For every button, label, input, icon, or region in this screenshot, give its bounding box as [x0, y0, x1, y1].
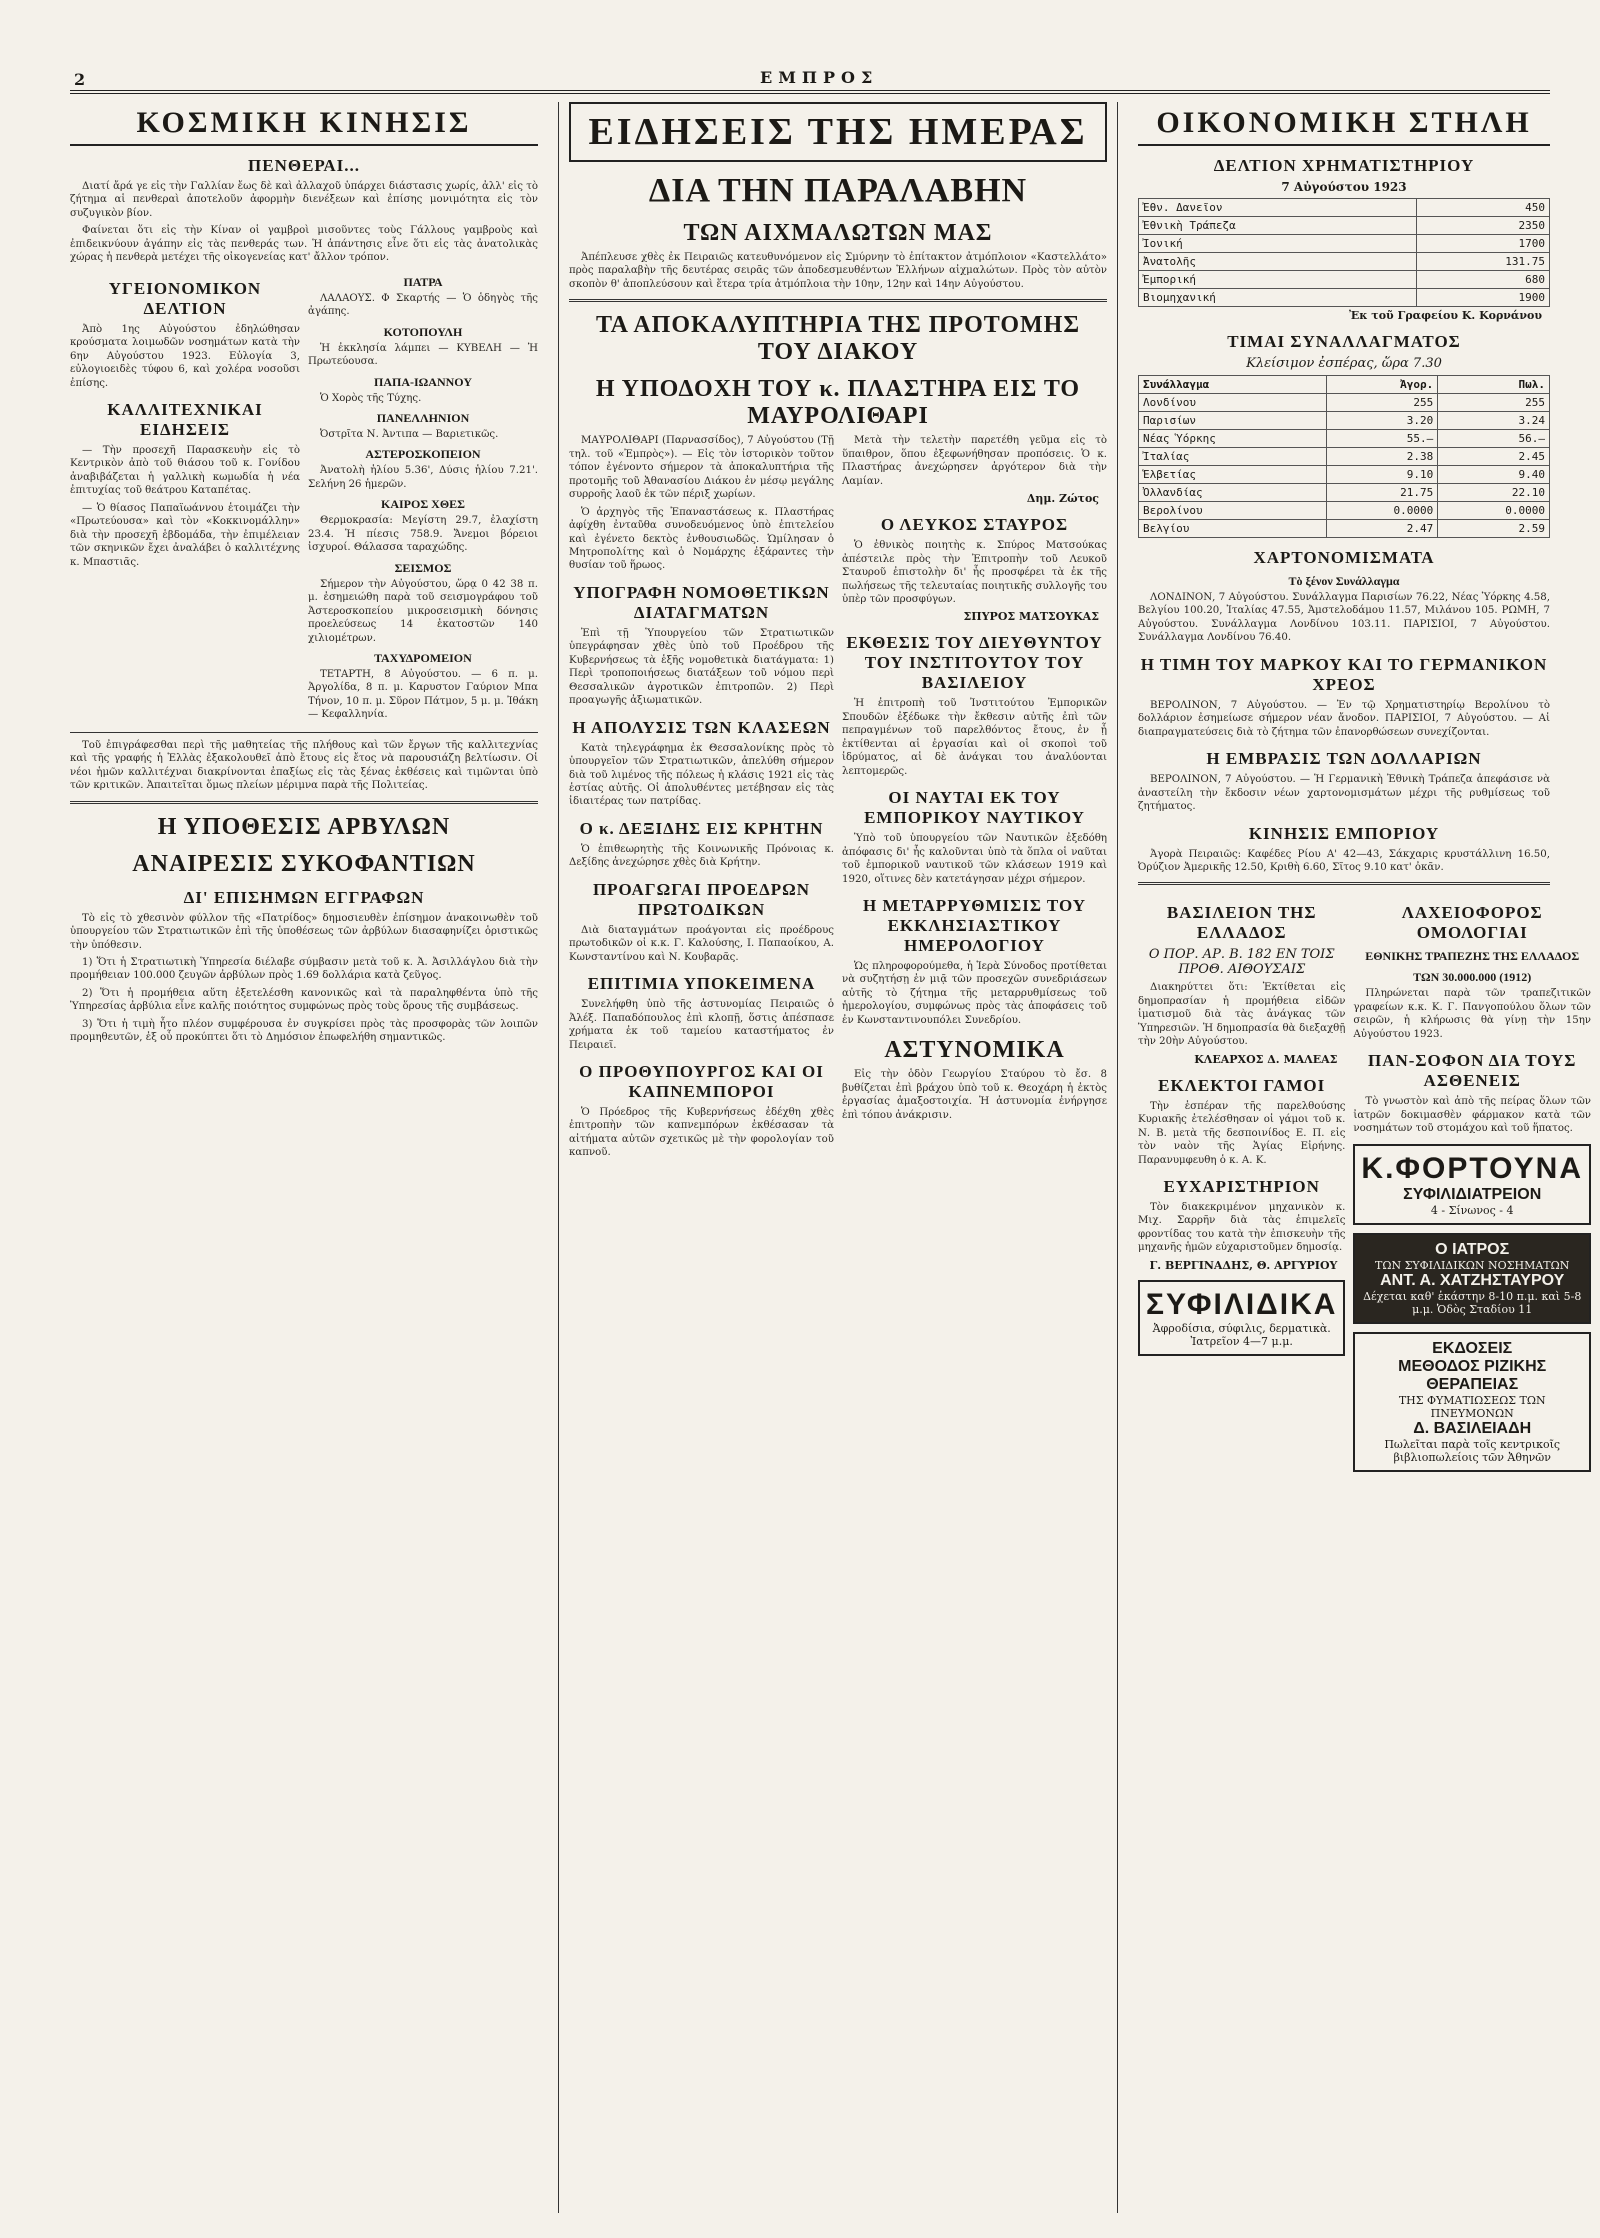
- divider: [70, 732, 538, 733]
- weddings-head: ΕΚΛΕΚΤΟΙ ΓΑΜΟΙ: [1158, 1075, 1326, 1095]
- fish-text: — Ὁ θίασος Παπαϊωάννου ἑτοιμάζει τὴν «Πρωτεύουσα» καὶ τὸν «Κοκκινομάλλην» διὰ τὴν προσεχῆ ἑβδομάδα, τὴν ἐπιμέλειαν τῶν σκηνικῶν ἔχει ἀναλάβει ὁ καλλιτέχνης κ. Μπαστιᾶς.: [70, 502, 300, 568]
- seven-text: Τὸ γνωστὸν καὶ ἀπὸ τῆς πείρας ὅλων τῶν ἰατρῶν δοκιμασθὲν φάρμακον κατὰ τῶν νοσημάτων τοῦ στομάχου καὶ τοῦ ἥπατος.: [1353, 1096, 1591, 1135]
- cell: 0.0000: [1326, 502, 1438, 520]
- cell: 2350: [1416, 217, 1549, 235]
- cell: 1700: [1416, 235, 1549, 253]
- cell: 55.—: [1326, 430, 1438, 448]
- ad-doctor: [1353, 1233, 1591, 1324]
- exchange-table: [1138, 198, 1550, 307]
- table-row: [1139, 217, 1550, 235]
- economy-left: [1138, 893, 1345, 1479]
- table-row: [1139, 253, 1550, 271]
- economy-right: [1353, 893, 1591, 1479]
- table-row: [1139, 520, 1550, 538]
- table-row: [1139, 235, 1550, 253]
- society-two-column: [70, 269, 538, 726]
- society-item-head: ΚΟΤΟΠΟΥΛΗ: [383, 324, 463, 339]
- foreign-head: Τὸ ξένον Συνάλλαγμα: [1288, 574, 1400, 588]
- cell: 2.45: [1438, 448, 1550, 466]
- table-row: [1139, 289, 1550, 307]
- ad-syphilis: [1138, 1280, 1345, 1356]
- currency-head: ΤΙΜΑΙ ΣΥΝΑΛΛΑΓΜΑΤΟΣ: [1227, 332, 1461, 351]
- lottery-sub: ΕΘΝΙΚΗΣ ΤΡΑΠΕΖΗΣ ΤΗΣ ΕΛΛΑΔΟΣ: [1365, 949, 1580, 964]
- stavros-head: Ο ΛΕΥΚΟΣ ΣΤΑΥΡΟΣ: [880, 515, 1069, 535]
- arvyl-text: 1) Ὅτι ἡ Στρατιωτικὴ Ὑπηρεσία διέλαβε σύμβασιν μετὰ τοῦ κ. Ἀ. Ἀσιλλάγλου διὰ τὴν προμήθειαν 100.000 ζευγῶν ἀρβύλων πρὸς 1.69 δολλάρια κατὰ ζεῦγος.: [70, 956, 538, 982]
- commerce-text: Ἀγορὰ Πειραιῶς: Καφέδες Ρίου Α' 42—43, Σάκχαρις κρυστάλλινη 16.50, Ὀρύζιον Ἀμερικῆς 12.50, Κριθὴ 6.60, Σῖτος 9.10 κατ' ὀκᾶν.: [1138, 848, 1550, 873]
- deacon-left: [569, 434, 834, 1163]
- cell: 2.38: [1326, 448, 1438, 466]
- cell: Ἐμπορική: [1139, 271, 1417, 289]
- article-text: Φαίνεται ὅτι εἰς τὴν Κίναν οἱ γαμβροὶ μισοῦντες τοὺς Γάλλους γαμβροὺς καὶ ἐπιδεικνύουν ἀγάπην εἰς τὰς πενθεράς των. Ἡ ἀπάντησις εἶνε ὅτι εἰς τὰς ἀνατολικὰς χώρας ἡ πενθερὰ μετέχει τῆς οἰκογενείας κατ' ἄλλον τρόπον.: [70, 225, 538, 264]
- pow-text: Ἀπέπλευσε χθὲς ἐκ Πειραιῶς κατευθυνόμενον εἰς Σμύρνην τὸ ἐπίτακτον ἀτμόπλοιον «Καστελλάτο» πρὸς παραλαβὴν τῆς δευτέρας σειρᾶς τῶν ἀποδεσμευθέντων Ἑλλήνων αἰχμαλώτων. Πρὸς τὸν αὐτὸν σκοπὸν θ' ἀποπλεύσουν καὶ ἕτερα τρία ἀτμόπλοια τὴν 10ην, 12ην καὶ 14ην Αὐγούστου.: [569, 252, 1107, 290]
- section-title-society: ΚΟΣΜΙΚΗ ΚΙΝΗΣΙΣ: [70, 102, 538, 146]
- lament-text: Ἀπὸ 1ης Αὐγούστου ἐδηλώθησαν κρούσματα λοιμωδῶν νοσημάτων κατὰ τὴν 6ην Αὐγούστου 1923. Εὐλογία 3, εὐλογιοειδὲς τύφου 6, καὶ χολέρα νοσοῦσι ἐπίσης.: [70, 323, 300, 389]
- arvyl-text: 3) Ὅτι ἡ τιμὴ ἦτο πλέον συμφέρουσα ἐν συγκρίσει πρὸς τὰς προσφορὰς τῶν λοιπῶν προμηθευτῶν, ἐξ οὗ προκύπτει ὅτι τὸ Δημόσιον ἐπωφελήθη σημαντικῶς.: [70, 1018, 538, 1044]
- section-title-news: ΕΙΔΗΣΕΙΣ ΤΗΣ ΗΜΕΡΑΣ: [569, 102, 1107, 162]
- astronomy-head: ΑΣΤΕΡΟΣΚΟΠΕΙΟΝ: [365, 447, 481, 462]
- arvyl-sub2: ΔΙ' ΕΠΙΣΗΜΩΝ ΕΓΓΡΑΦΩΝ: [183, 887, 425, 907]
- pub-title: ΜΕΘΟΔΟΣ ΡΙΖΙΚΗΣ ΘΕΡΑΠΕΙΑΣ: [1398, 1357, 1547, 1393]
- cell: 0.0000: [1438, 502, 1550, 520]
- seismos-head: ΣΕΙΣΜΟΣ: [394, 560, 452, 575]
- ecc-head: Η ΜΕΤΑΡΡΥΘΜΙΣΙΣ ΤΟΥ ΕΚΚΛΗΣΙΑΣΤΙΚΟΥ ΗΜΕΡΟΛΟΓΙΟΥ: [862, 895, 1087, 955]
- page-number: 2: [74, 70, 86, 89]
- apol-text: Κατὰ τηλεγράφημα ἐκ Θεσσαλονίκης πρὸς τὸ ὑπουργεῖον τῶν Στρατιωτικῶν, ἀπελύθη σήμερον διὰ τοῦ λιμένος τῆς πόλεως ἡ κλάσις 1921 εἰς τὰς ἑστίας αὐτῆς. Οἱ ἀπολυθέντες μετέβησαν εἰς τὰς ἰδιαιτέρας των πατρίδας.: [569, 742, 834, 808]
- commerce-head: ΚΙΝΗΣΙΣ ΕΜΠΟΡΙΟΥ: [1248, 823, 1440, 843]
- ad-syphilis-head: ΣΥΦΙΛΙΔΙΚΑ: [1146, 1287, 1338, 1321]
- lottery-text: Πληρώνεται παρὰ τῶν τραπεζιτικῶν γραφείων κ.κ. Κ. Γ. Πανγοπούλου ὅλων τῶν σειρῶν, ἡ κλήρωσις θὰ γίνῃ τὴν 15ην Αὐγούστου 1923.: [1353, 988, 1591, 1040]
- society-item-text: Ἡ ἐκκλησία λάμπει — ΚΥΒΕΛΗ — Ἡ Πρωτεύουσα.: [308, 342, 538, 368]
- cell: 2.47: [1326, 520, 1438, 538]
- judges-text: Διὰ διαταγμάτων προάγονται εἰς προέδρους πρωτοδικῶν οἱ κ.κ. Γ. Καλούσης, Ι. Παπαοίκου, Α. Κωνσταντίνου καὶ Ν. Κουβαρᾶς.: [569, 924, 834, 963]
- deacon-sub: Η ΥΠΟΔΟΧΗ ΤΟΥ κ. ΠΛΑΣΤΗΡΑ ΕΙΣ ΤΟ ΜΑΥΡΟΛΙΘΑΡΙ: [595, 376, 1081, 430]
- kingdom-sub: Ο ΠΟΡ. ΑΡ. Β. 182 ΕΝ ΤΟΙΣ ΠΡΟΘ. ΑΙΘΟΥΣΑΙΣ: [1148, 947, 1335, 978]
- kingdom-head: ΒΑΣΙΛΕΙΟΝ ΤΗΣ ΕΛΛΑΔΟΣ: [1166, 903, 1317, 943]
- weather-head: ΚΑΙΡΟΣ ΧΘΕΣ: [380, 497, 466, 512]
- foreign-text: ΛΟΝΔΙΝΟΝ, 7 Αὐγούστου. Συνάλλαγμα Παρισίων 76.22, Νέας Ὑόρκης 4.58, Βελγίου 100.20, Ἰταλίας 47.55, Ἀμστελοδάμου 11.57, Μιλάνου 105. ΡΩΜΗ, 7 Αὐγούστου. Συνάλλαγμα Λονδίνου 103.11. ΠΑΡΙΣΙΟΙ, 7 Αὐγούστου. Συνάλλαγμα Λονδίνου 76.40.: [1138, 592, 1550, 644]
- contraband-head: Ο ΠΡΟΘΥΠΟΥΡΓΟΣ ΚΑΙ ΟΙ ΚΑΠΝΕΜΠΟΡΟΙ: [579, 1061, 824, 1101]
- cell: Παρισίων: [1139, 412, 1327, 430]
- ad-doctor-sub: ΤΩΝ ΣΥΦΙΛΙΔΙΚΩΝ ΝΟΣΗΜΑΤΩΝ: [1375, 1258, 1570, 1272]
- cell: 255: [1326, 394, 1438, 412]
- ad-syphilis-text: Ἀφροδίσια, σύφιλις, δερματικὰ. Ἰατρεῖον 4—7 μ.μ.: [1152, 1321, 1331, 1348]
- thanks-head: ΕΥΧΑΡΙΣΤΗΡΙΟΝ: [1163, 1176, 1320, 1196]
- col-header: Συνάλλαγμα: [1139, 376, 1327, 394]
- deacon-head: ΤΑ ΑΠΟΚΑΛΥΠΤΗΡΙΑ ΤΗΣ ΠΡΟΤΟΜΗΣ ΤΟΥ ΔΙΑΚΟΥ: [595, 312, 1081, 366]
- mail-head: ΤΑΧΥΔΡΟΜΕΙΟΝ: [374, 650, 472, 665]
- lottery-amount: ΤΩΝ 30.000.000 (1912): [1413, 970, 1532, 985]
- newspaper-name: ΕΜΠΡΟΣ: [760, 68, 879, 87]
- cell: Ἑλβετίας: [1139, 466, 1327, 484]
- cell: 2.59: [1438, 520, 1550, 538]
- inst-head: ΕΚΘΕΣΙΣ ΤΟΥ ΔΙΕΥΘΥΝΤΟΥ ΤΟΥ ΙΝΣΤΙΤΟΥΤΟΥ ΤΟΥ ΒΑΣΙΛΕΙΟΥ: [846, 633, 1103, 693]
- naval-head: ΟΙ ΝΑΥΤΑΙ ΕΚ ΤΟΥ ΕΜΠΟΡΙΚΟΥ ΝΑΥΤΙΚΟΥ: [864, 788, 1085, 828]
- society-item-text: ΛΑΛΑΟΥΣ. Φ Σκαρτής — Ὁ ὁδηγὸς τῆς ἀγάπης.: [308, 292, 538, 318]
- exchange-head: ΔΕΛΤΙΟΝ ΧΡΗΜΑΤΙΣΤΗΡΙΟΥ: [1213, 156, 1475, 175]
- crete-text: Ὁ ἐπιθεωρητὴς τῆς Κοινωνικῆς Πρόνοιας κ. Δεξίδης ἀνεχώρησε χθὲς διὰ Κρήτην.: [569, 843, 834, 869]
- society-item-head: ΠΑΠΑ-ΙΩΑΝΝΟΥ: [374, 374, 472, 389]
- currency-table: [1138, 375, 1550, 538]
- table-row: [1139, 199, 1550, 217]
- table-row: [1139, 484, 1550, 502]
- ad-doctor-text: Δέχεται καθ' ἑκάστην 8-10 π.μ. καὶ 5-8 μ.μ. Ὁδὸς Σταδίου 11: [1363, 1289, 1582, 1316]
- thanks-text: Τὸν διακεκριμένον μηχανικὸν κ. Μιχ. Σαρρῆν διὰ τὰς ἐπιμελεῖς φροντίδας του κατὰ τὴν ἐπισκευὴν τῆς μηχανῆς ἡμῶν εὐχαριστοῦμεν δημοσίᾳ.: [1138, 1201, 1346, 1254]
- pow-head: ΔΙΑ ΤΗΝ ΠΑΡΑΛΑΒΗΝ: [648, 172, 1028, 209]
- contraband-text: Ὁ Πρόεδρος τῆς Κυβερνήσεως ἐδέχθη χθὲς ἐπιτροπὴν τῶν καπνεμπόρων ἐκθέσασαν τὰ αἰτήματα αὐτῶν σχετικῶς μὲ τὴν φορολογίαν τοῦ καπνοῦ.: [569, 1106, 834, 1159]
- table-row: [1139, 430, 1550, 448]
- ad-doctor-head: Ο ΙΑΤΡΟΣ: [1435, 1240, 1510, 1258]
- pow-sub: ΤΩΝ ΑΙΧΜΑΛΩΤΩΝ ΜΑΣ: [683, 220, 993, 246]
- cell: 56.—: [1438, 430, 1550, 448]
- arvyl-head: Η ΥΠΟΘΕΣΙΣ ΑΡΒΥΛΩΝ: [157, 813, 451, 840]
- column-economy: [1138, 102, 1591, 2213]
- fines-text: Συνελήφθη ὑπὸ τῆς ἀστυνομίας Πειραιῶς ὁ Ἀλέξ. Παπαδόπουλος ἐπὶ κλοπῇ, ὅστις ἀπέσπασε χρήματα ἐκ τοῦ ταμείου καταστήματος ἐν Πειραιεῖ.: [569, 999, 834, 1051]
- long-article-text: Τοῦ ἐπιγράφεσθαι περὶ τῆς μαθητείας τῆς πλήθους καὶ τῶν ἔργων τῆς καλλιτεχνίας καὶ τῆς γραφής ἡ Ἑλλὰς ἐξακολουθεῖ ἀπὸ ἔτους εἰς ἔτος νὰ παρουσιάζη βελτίωσιν. Οἱ νέοι ἡμῶν καλλιτέχναι διακρίνονται ἐπαξίως εἰς τὰς ξένας ἐκθέσεις καὶ τιμῶνται ὑπὸ τῶν κριτικῶν. Ἀπαιτεῖται ὅμως πλείων μέριμνα παρὰ τῆς Πολιτείας.: [70, 739, 538, 792]
- cell: 1900: [1416, 289, 1549, 307]
- ad-fortuna-name: Κ.ΦΟΡΤΟΥΝΑ: [1361, 1151, 1583, 1185]
- cell: Ἐθν. Δανεῖον: [1139, 199, 1417, 217]
- deacon-signature: Δημ. Ζώτος: [1026, 492, 1099, 506]
- inst-text: Ἡ ἐπιτροπὴ τοῦ Ἰνστιτούτου Ἐμπορικῶν Σπουδῶν ἐξέδωκε τὴν ἔκθεσιν αὐτῆς ἐπὶ τῶν πεπραγμένων τοῦ παρελθόντος ἔτους, ἐν ᾗ ἐκτίθενται αἱ ἐργασίαι καὶ οἱ σκοποὶ τοῦ ἱδρύματος, αἱ δὲ ἀνάγκαι του ἀναλύονται λεπτομερῶς.: [842, 698, 1107, 777]
- market-text: ΒΕΡΟΛΙΝΟΝ, 7 Αὐγούστου. — Ἡ Γερμανικὴ Ἐθνικὴ Τράπεζα ἀπεφάσισε νὰ ἀναστείλη τὴν ἔκδοσιν νέων χαρτονομισμάτων μέχρι τῆς ρυθμίσεως τοῦ ζητήματος.: [1138, 774, 1550, 813]
- col-header: Ἀγορ.: [1326, 376, 1438, 394]
- crete-head: Ο κ. ΔΕΞΙΔΗΣ ΕΙΣ ΚΡΗΤΗΝ: [579, 818, 824, 838]
- society-left: [70, 269, 300, 726]
- ad-fortuna: [1353, 1144, 1591, 1225]
- currency-sub: Κλείσιμον ἐσπέρας, ὥρα 7.30: [1246, 356, 1442, 371]
- ad-doctor-name: ΑΝΤ. Α. ΧΑΤΖΗΣΤΑΥΡΟΥ: [1380, 1271, 1565, 1289]
- stavros-signature: ΣΠΥΡΟΣ ΜΑΤΣΟΥΚΑΣ: [963, 610, 1099, 624]
- lament-head: ΥΓΕΙΟΝΟΜΙΚΟΝ ΔΕΛΤΙΟΝ: [108, 278, 262, 318]
- fish-text: — Τὴν προσεχῆ Παρασκευὴν εἰς τὸ Κεντρικὸν ἀπὸ τοῦ θιάσου τοῦ κ. Γονίδου ἀναβιβάζεται ἡ γαλλικὴ κωμωδία ἡ νέα ἐπιτυχίας τοῦ θεάτρου Καταπέτας.: [70, 444, 300, 497]
- exchange-date: 7 Αὐγούστου 1923: [1281, 180, 1407, 194]
- apol-head: Η ΑΠΟΛΥΣΙΣ ΤΩΝ ΚΛΑΣΕΩΝ: [572, 717, 831, 737]
- society-right: [308, 269, 538, 726]
- cell: 21.75: [1326, 484, 1438, 502]
- deacon-two-column: [569, 434, 1107, 1163]
- deacon-right: [842, 434, 1107, 1163]
- fines-head: ΕΠΙΤΙΜΙΑ ΥΠΟΚΕΙΜΕΝΑ: [587, 974, 816, 994]
- cell: 22.10: [1438, 484, 1550, 502]
- arvyl-text: 2) Ὅτι ἡ προμήθεια αὕτη ἐξετελέσθη κανονικῶς καὶ τὰ παραληφθέντα ὑπὸ τῆς Ὑπηρεσίας ἀρβύλια εἶνε καλῆς ποιότητος συμφώνως πρὸς τοὺς ὅρους τῆς συμβάσεως.: [70, 987, 538, 1013]
- cell: 9.10: [1326, 466, 1438, 484]
- exchange-note: Ἐκ τοῦ Γραφείου Κ. Κορνάνου: [1349, 309, 1542, 322]
- decree-head: ΥΠΟΓΡΑΦΗ ΝΟΜΟΘΕΤΙΚΩΝ ΔΙΑΤΑΓΜΑΤΩΝ: [573, 582, 830, 622]
- table-header: [1139, 376, 1550, 394]
- col-header: Πωλ.: [1438, 376, 1550, 394]
- mark-text: ΒΕΡΟΛΙΝΟΝ, 7 Αὐγούστου. — Ἐν τῷ Χρηματιστηρίῳ Βερολίνου τὸ δολλάριον ἐσημείωσε σήμερον νέαν ἄνοδον. ΠΑΡΙΣΙΟΙ, 7 Αὐγούστου. — Αἱ διαπραγματεύσεις διὰ τὸ ζήτημα τῶν ἐπανορθώσεων συνεχίζονται.: [1138, 699, 1550, 738]
- pub-sub: ΤΗΣ ΦΥΜΑΤΙΩΣΕΩΣ ΤΩΝ ΠΝΕΥΜΟΝΩΝ: [1398, 1393, 1546, 1420]
- divider: [569, 299, 1107, 302]
- cell: 3.20: [1326, 412, 1438, 430]
- police-head: ΑΣΤΥΝΟΜΙΚΑ: [884, 1037, 1065, 1064]
- society-item-text: Ὁ Χορὸς τῆς Τύχης.: [320, 392, 422, 404]
- fish-head: ΚΑΛΛΙΤΕΧΝΙΚΑΙ ΕΙΔΗΣΕΙΣ: [107, 399, 263, 439]
- cell: Ἰταλίας: [1139, 448, 1327, 466]
- cell: Βιομηχανική: [1139, 289, 1417, 307]
- table-row: [1139, 466, 1550, 484]
- thanks-signature: Γ. ΒΕΡΓΙΝΑΔΗΣ, Θ. ΑΡΓΥΡΙΟΥ: [1149, 1258, 1338, 1272]
- table-row: [1139, 502, 1550, 520]
- economy-two-column: [1138, 893, 1591, 1479]
- cell: Βερολίνου: [1139, 502, 1327, 520]
- arvyl-text: Τὸ εἰς τὸ χθεσινὸν φύλλον τῆς «Πατρίδος» δημοσιευθὲν ἐπίσημον ἀνακοινωθὲν τοῦ ὑπουργείου τῶν Στρατιωτικῶν ἐπὶ τῆς ὑποθέσεως τῶν ἀρβύλων διασαφηνίζει ὁριστικῶς τὴν ὑπόθεσιν.: [70, 912, 538, 951]
- column-society: [70, 102, 538, 2213]
- decree-text: Ἐπὶ τῇ Ὑπουργείου τῶν Στρατιωτικῶν ὑπεγράφησαν χθὲς ὑπὸ τοῦ Προέδρου τῆς Κυβερνήσεως τὰ ἑξῆς νομοθετικὰ διατάγματα: 1) Περὶ τροποποιήσεως διατάξεων τοῦ νόμου περὶ Θεσσαλικῶν ἀγροτικῶν ἐπιτροπῶν. 2) Περὶ προαγωγῆς ἀξιωματικῶν.: [569, 627, 834, 707]
- society-item-head: ΠΑΤΡΑ: [403, 274, 443, 289]
- society-item-head: ΠΑΝΕΛΛΗΝΙΟΝ: [376, 410, 470, 425]
- table-row: [1139, 448, 1550, 466]
- cell: Ὀλλανδίας: [1139, 484, 1327, 502]
- society-item-text: Ὀστρῖτα Ν. Ἀντιπα — Βαριετικῶς.: [320, 428, 499, 440]
- cell: Λονδίνου: [1139, 394, 1327, 412]
- mark-head: Η ΤΙΜΗ ΤΟΥ ΜΑΡΚΟΥ ΚΑΙ ΤΟ ΓΕΡΜΑΝΙΚΟΝ ΧΡΕΟΣ: [1140, 654, 1548, 694]
- weather-text: Θερμοκρασία: Μεγίστη 29.7, ἐλαχίστη 23.4. Ἡ πίεσις 758.9. Ἄνεμοι βόρειοι ἰσχυροί. Θάλασσα ταραχώδης.: [308, 515, 538, 554]
- ad-publication: [1353, 1332, 1591, 1472]
- column-news: [558, 102, 1118, 2213]
- cell: 3.24: [1438, 412, 1550, 430]
- pub-head: ΕΚΔΟΣΕΙΣ: [1432, 1339, 1513, 1357]
- pub-text: Πωλεῖται παρὰ τοῖς κεντρικοῖς βιβλιοπωλείοις τῶν Ἀθηνῶν: [1384, 1437, 1561, 1464]
- seven-head: ΠΑΝ-ΣΟΦΟΝ ΔΙΑ ΤΟΥΣ ΑΣΘΕΝΕΙΣ: [1367, 1051, 1577, 1091]
- cell: Ἀνατολῆς: [1139, 253, 1417, 271]
- lottery-head: ΛΑΧΕΙΟΦΟΡΟΣ ΟΜΟΛΟΓΙΑΙ: [1401, 903, 1543, 943]
- cell: Βελγίου: [1139, 520, 1327, 538]
- cell: 131.75: [1416, 253, 1549, 271]
- cell: 680: [1416, 271, 1549, 289]
- divider: [1138, 882, 1550, 885]
- arvyl-sub1: ΑΝΑΙΡΕΣΙΣ ΣΥΚΟΦΑΝΤΙΩΝ: [132, 850, 476, 877]
- kingdom-signature: ΚΛΕΑΡΧΟΣ Δ. ΜΑΛΕΑΣ: [1194, 1052, 1338, 1066]
- coins-head: ΧΑΡΤΟΝΟΜΙΣΜΑΤΑ: [1253, 548, 1435, 567]
- astronomy-text: Ἀνατολὴ ἡλίου 5.36', Δύσις ἡλίου 7.21'. Σελήνη 26 ἡμερῶν.: [308, 465, 538, 490]
- ad-fortuna-address: 4 - Σίνωνος - 4: [1430, 1203, 1514, 1217]
- article-text: Διατί ἄρά γε εἰς τὴν Γαλλίαν ἔως δὲ καὶ ἀλλαχοῦ ὑπάρχει διάστασις χωρίς, ἀλλ' εἰς τὸ ζήτημα αἱ πενθεραὶ ἀποτελοῦν ἀφορμὴν διενέξεων καὶ ἐπίσης μονιμότητα εἰς τὸν συζυγικὸν βίον.: [70, 181, 538, 219]
- judges-head: ΠΡΟΑΓΩΓΑΙ ΠΡΟΕΔΡΩΝ ΠΡΩΤΟΔΙΚΩΝ: [592, 879, 811, 919]
- ad-fortuna-title: ΣΥΦΙΛΙΔΙΑΤΡΕΙΟΝ: [1403, 1185, 1542, 1203]
- cell: Ἰονική: [1139, 235, 1417, 253]
- seismos-text: Σήμερον τὴν Αὐγούστου, ὥρᾳ 0 42 38 π. μ. ἐσημειώθη παρὰ τοῦ σεισμογράφου τοῦ Ἀστεροσκοπείου μικροσεισμικὴ δόνησις προελεύσεως 14 ἑκατοστῶν 140 χιλιομέτρων.: [308, 578, 538, 644]
- stavros-text: Ὁ ἐθνικὸς ποιητὴς κ. Σπύρος Ματσούκας ἀπέστειλε πρὸς τὴν Ἐπιτροπὴν τοῦ Λευκοῦ Σταυροῦ ἐπιστολὴν δι' ἧς προσφέρει τὰ ἐκ τῆς πωλήσεως τῆς τελευταίας ποιητικῆς συλλογῆς του ὑπὲρ τῶν προσφύγων.: [842, 540, 1107, 605]
- cell: Νέας Ὑόρκης: [1139, 430, 1327, 448]
- market-head: Η ΕΜΒΡΑΣΙΣ ΤΩΝ ΔΟΛΛΑΡΙΩΝ: [1206, 749, 1482, 769]
- divider: [70, 801, 538, 804]
- cell: 450: [1416, 199, 1549, 217]
- newspaper-page: [70, 88, 1591, 2213]
- mail-text: ΤΕΤΑΡΤΗ, 8 Αὐγούστου. — 6 π. μ. Ἀργολίδα, 8 π. μ. Καρυστον Γαύριον Μπα Τήνον, 10 π. μ. Σῦρον Πάτμον, 5 μ. μ. Ἰθάκη — Κεφαλληνία.: [308, 668, 538, 721]
- deacon-text: ΜΑΥΡΟΛΙΘΑΡΙ (Παρνασσίδος), 7 Αὐγούστου (Τῇ τηλ. τοῦ «Ἐμπρὸς»). — Εἰς τὸν ἱστορικὸν τοῦτον τόπον ἐγένοντο σήμερον τὰ ἀποκαλυπτήρια τῆς προτομῆς τοῦ Ἀθανασίου Διάκου ἐν μέσῳ μεγάλης συρροῆς λαοῦ ἐκ τῶν πέριξ χωρίων.: [569, 435, 834, 501]
- cell: 9.40: [1438, 466, 1550, 484]
- table-row: [1139, 412, 1550, 430]
- table-row: [1139, 394, 1550, 412]
- section-title-economy: ΟΙΚΟΝΟΜΙΚΗ ΣΤΗΛΗ: [1138, 102, 1550, 146]
- deacon-text: Μετὰ τὴν τελετὴν παρετέθη γεῦμα εἰς τὸ ὕπαιθρον, ὅπου ἐξεφωνήθησαν προπόσεις. Ὁ κ. Πλαστήρας ἀνεχώρησεν ἀργότερον διὰ τὴν Λαμίαν.: [842, 435, 1107, 487]
- cell: Ἐθνικὴ Τράπεζα: [1139, 217, 1417, 235]
- kingdom-text: Διακηρύττει ὅτι: Ἐκτίθεται εἰς δημοπρασίαν ἡ προμήθεια εἰδῶν ἱματισμοῦ διὰ τὰς ἀνάγκας τῶν Ὑπηρεσιῶν. Ἡ δημοπρασία θὰ διεξαχθῇ τὴν 20ὴν Αὐγούστου.: [1138, 982, 1346, 1048]
- weddings-text: Τὴν ἑσπέραν τῆς παρελθούσης Κυριακῆς ἐτελέσθησαν οἱ γάμοι τοῦ κ. Ν. Β. μετὰ τῆς δεσποινίδος Ε. Π. εἰς τὸν ναὸν τῆς Ἁγίας Εἰρήνης. Παρανυμφευθη ὁ κ. Α. Κ.: [1138, 1100, 1346, 1166]
- cell: 255: [1438, 394, 1550, 412]
- ecc-text: Ὡς πληροφορούμεθα, ἡ Ἱερὰ Σύνοδος προτίθεται νὰ συζητήσῃ ἐν μιᾷ τῶν προσεχῶν συνεδριάσεων αὐτῆς τὸ ζήτημα τῆς μεταρρυθμίσεως τοῦ ἡμερολογίου, συμφώνως πρὸς τὰς ἀποφάσεις τοῦ ἐν Κωνσταντινουπόλει Συνεδρίου.: [842, 960, 1107, 1026]
- naval-text: Ὑπὸ τοῦ ὑπουργείου τῶν Ναυτικῶν ἐξεδόθη ἀπόφασις δι' ἧς καλοῦνται ὑπὸ τὰ ὅπλα οἱ ναῦται τοῦ ἐμπορικοῦ ναυτικοῦ τῶν κλάσεων 1919 καὶ 1920, οἵτινες δὲν κατετάγησαν μέχρι σήμερον.: [842, 833, 1107, 885]
- table-row: [1139, 271, 1550, 289]
- deacon-text: Ὁ ἀρχηγὸς τῆς Ἐπαναστάσεως κ. Πλαστήρας ἀφίχθη ἐνταῦθα συνοδευόμενος ὑπὸ ἐπιτελείου καὶ ἐγένετο δεκτὸς ἐνθουσιωδῶς. Ὡμίλησαν ὁ Μητροπολίτης καὶ ὁ Νομάρχης ἐξάραντες τὴν θυσίαν τοῦ ἥρωος.: [569, 506, 834, 572]
- article-head-pentherai: ΠΕΝΘΕΡΑΙ...: [248, 156, 360, 175]
- pub-author: Δ. ΒΑΣΙΛΕΙΑΔΗ: [1413, 1419, 1532, 1437]
- police-text: Εἰς τὴν ὁδὸν Γεωργίου Σταύρου τὸ ἔσ. 8 βυθίζεται ἐπὶ βράχου ὑπὸ τοῦ κ. Θεοχάρη ἡ ἐκτὸς ἐργασίας ἁμαξοστοιχία. Ἡ ἀστυνομία ἐνήργησε ἐπὶ τόπου ἀνάκρισιν.: [842, 1069, 1107, 1121]
